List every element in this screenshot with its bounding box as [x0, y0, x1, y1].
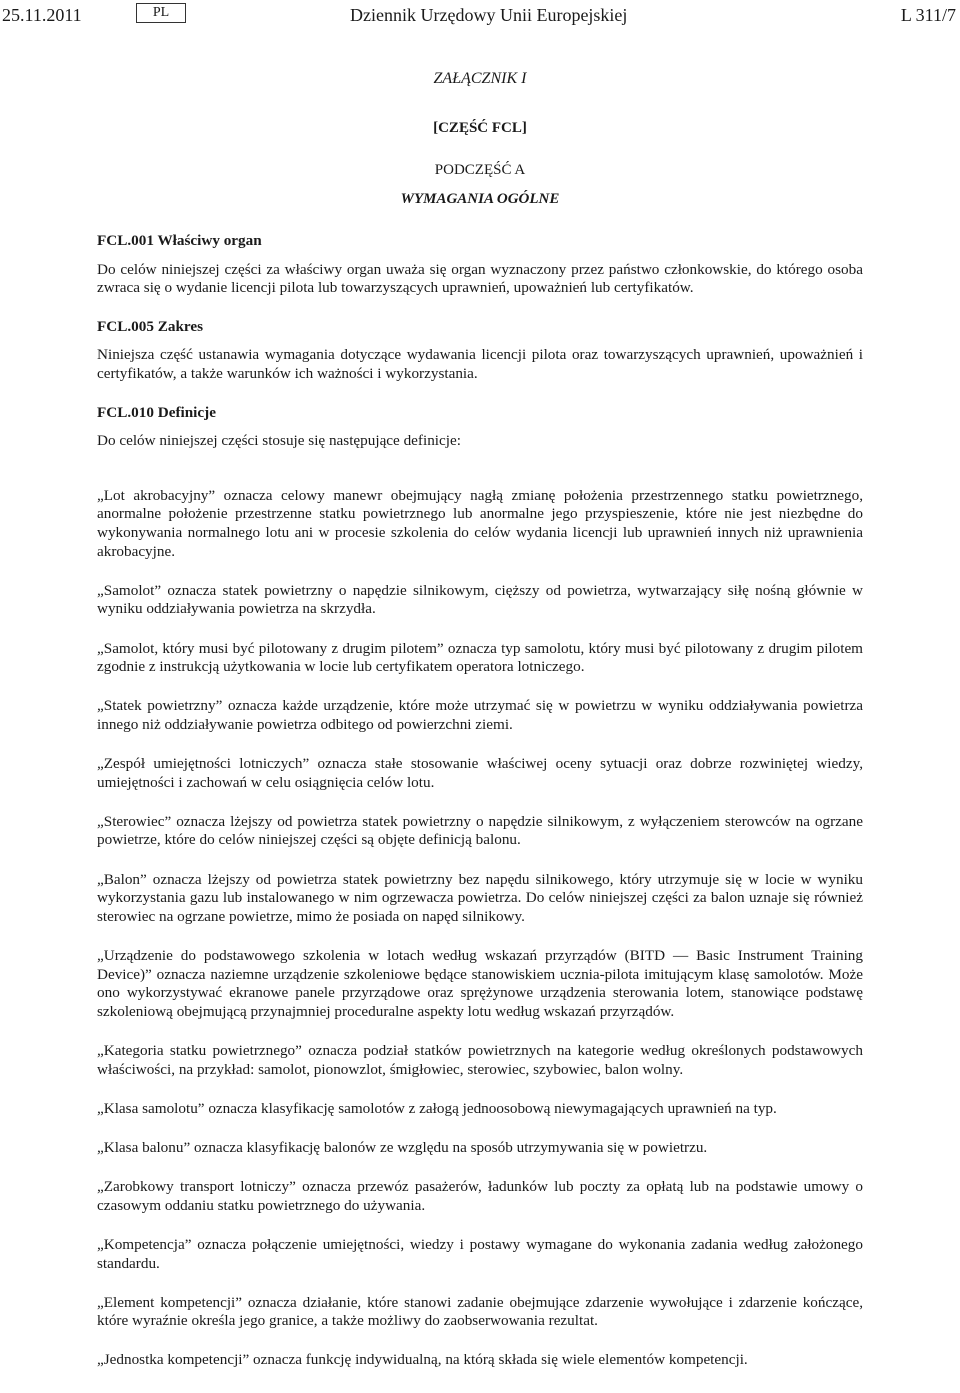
definition-paragraph: „Urządzenie do podstawowego szkolenia w lotach według wskazań przyrządów (BITD — Basic Instrument Training Device)” oznacza naziemne urządzenie szkoleniowe będące stanowiskiem ucznia-pilota imitującym klasę samolotów. Może ono wykorzystywać ekranowe panele przyrządowe oraz sprężynowe urządzenia sterowania lotem, stanowiące podstawę szkoleniową obejmującą przynajmniej proceduralne aspekty lotu według wskazań przyrządów. — [97, 947, 863, 1020]
page-header — [0, 3, 960, 27]
section-heading: FCL.001 Właściwy organ — [97, 232, 262, 249]
section-text: Do celów niniejszej części stosuje się następujące definicje: — [97, 432, 461, 450]
section-text: Niniejsza część ustanawia wymagania dotyczące wydawania licencji pilota oraz towarzyszących uprawnień, upoważnień i certyfikatów, a także warunków ich ważności i wykorzystania. — [97, 346, 863, 382]
document-body — [97, 232, 863, 1391]
definition-paragraph: „Zarobkowy transport lotniczy” oznacza przewóz pasażerów, ładunków lub poczty za opłatą lub na podstawie umowy o czasowym oddaniu statku powietrznego do używania. — [97, 1178, 863, 1214]
section-heading: FCL.010 Definicje — [97, 403, 216, 421]
part-title: [CZĘŚĆ FCL] — [433, 120, 527, 136]
definitions-list — [97, 487, 863, 1370]
section-text: Do celów niniejszej części za właściwy organ uważa się organ wyznaczony przez państwo członkowskie, do którego osoba zwraca się o wydanie licencji pilota lub towarzyszących uprawnień, upoważnień lub certyfikatów. — [97, 260, 863, 297]
definition-paragraph: „Jednostka kompetencji” oznacza funkcję indywidualną, na którą składa się wiele elementów kompetencji. — [97, 1351, 748, 1369]
definition-paragraph: „Balon” oznacza lżejszy od powietrza statek powietrzny bez napędu silnikowego, który utrzymuje się w locie w wyniku wykorzystania gazu lub instalowanego w nim ogrzewacza powietrza. Do celów niniejszej części za balon uznaje się również sterowiec na ogrzane powietrze, mimo że posiada on napęd silnikowy. — [97, 870, 863, 925]
journal-title: Dziennik Urzędowy Unii Europejskiej — [350, 5, 628, 25]
definition-paragraph: „Samolot” oznacza statek powietrzny o napędzie silnikowym, cięższy od powietrza, wytwarzający siłę nośną głównie w wyniku oddziaływania powietrza na skrzydła. — [97, 581, 863, 618]
definition-paragraph: „Statek powietrzny” oznacza każde urządzenie, które może utrzymać się w powietrzu w wyniku oddziaływania powietrza innego niż oddziaływanie powietrza odbitego od powierzchni ziemi. — [97, 697, 863, 733]
annex-title: ZAŁĄCZNIK I — [433, 70, 527, 87]
definition-paragraph: „Klasa balonu” oznacza klasyfikację balonów ze względu na sposób utrzymywania się w powietrzu. — [97, 1138, 708, 1156]
definition-paragraph: „Element kompetencji” oznacza działanie, które stanowi zadanie obejmujące zdarzenie wywołujące i zdarzenie kończące, które wyraźnie określa jego granice, a także możliwy do zaobserwowania rezultat. — [97, 1293, 863, 1330]
publication-date: 25.11.2011 — [2, 5, 82, 25]
page-reference: L 311/7 — [900, 5, 956, 25]
section-heading: FCL.005 Zakres — [97, 317, 204, 335]
definition-paragraph: „Klasa samolotu” oznacza klasyfikację samolotów z załogą jednoosobową niewymagających uprawnień na typ. — [97, 1099, 777, 1117]
subpart-label: PODCZĘŚĆ A — [434, 162, 526, 178]
language-code-box: PL — [136, 3, 186, 23]
subpart-title: WYMAGANIA OGÓLNE — [400, 191, 560, 207]
definition-paragraph: „Zespół umiejętności lotniczych” oznacza stałe stosowanie właściwej oceny sytuacji oraz dobrze rozwiniętej wiedzy, umiejętności i zachowań w celu osiągnięcia celów lotu. — [97, 755, 863, 791]
definition-paragraph: „Lot akrobacyjny” oznacza celowy manewr obejmujący nagłą zmianę położenia przestrzennego statku powietrznego, anormalne położenie przestrzenne statku powietrznego lub anormalne jego przyspieszenie, które nie jest niezbędne do wykonywania normalnego lotu ani w procesie szkolenia do celów wydania licencji lub uprawnień innych niż uprawnienia akrobacyjne. — [97, 486, 863, 560]
definition-paragraph: „Kategoria statku powietrznego” oznacza podział statków powietrznych na kategorie według określonych podstawowych właściwości, na przykład: samolot, pionowzlot, śmigłowiec, sterowiec, szybowiec, balon wolny. — [97, 1041, 863, 1078]
definition-paragraph: „Samolot, który musi być pilotowany z drugim pilotem” oznacza typ samolotu, który musi być pilotowany z drugim pilotem zgodnie z instrukcją użytkowania w locie lub certyfikatem operatora lotniczego. — [97, 639, 863, 676]
definition-paragraph: „Kompetencja” oznacza połączenie umiejętności, wiedzy i postawy wymagane do wykonania zadania według założonego standardu. — [97, 1235, 863, 1272]
definition-paragraph: „Sterowiec” oznacza lżejszy od powietrza statek powietrzny o napędzie silnikowym, z wyłączeniem sterowców na ogrzane powietrze, które do celów niniejszej części są objęte definicją balonu. — [97, 812, 863, 849]
